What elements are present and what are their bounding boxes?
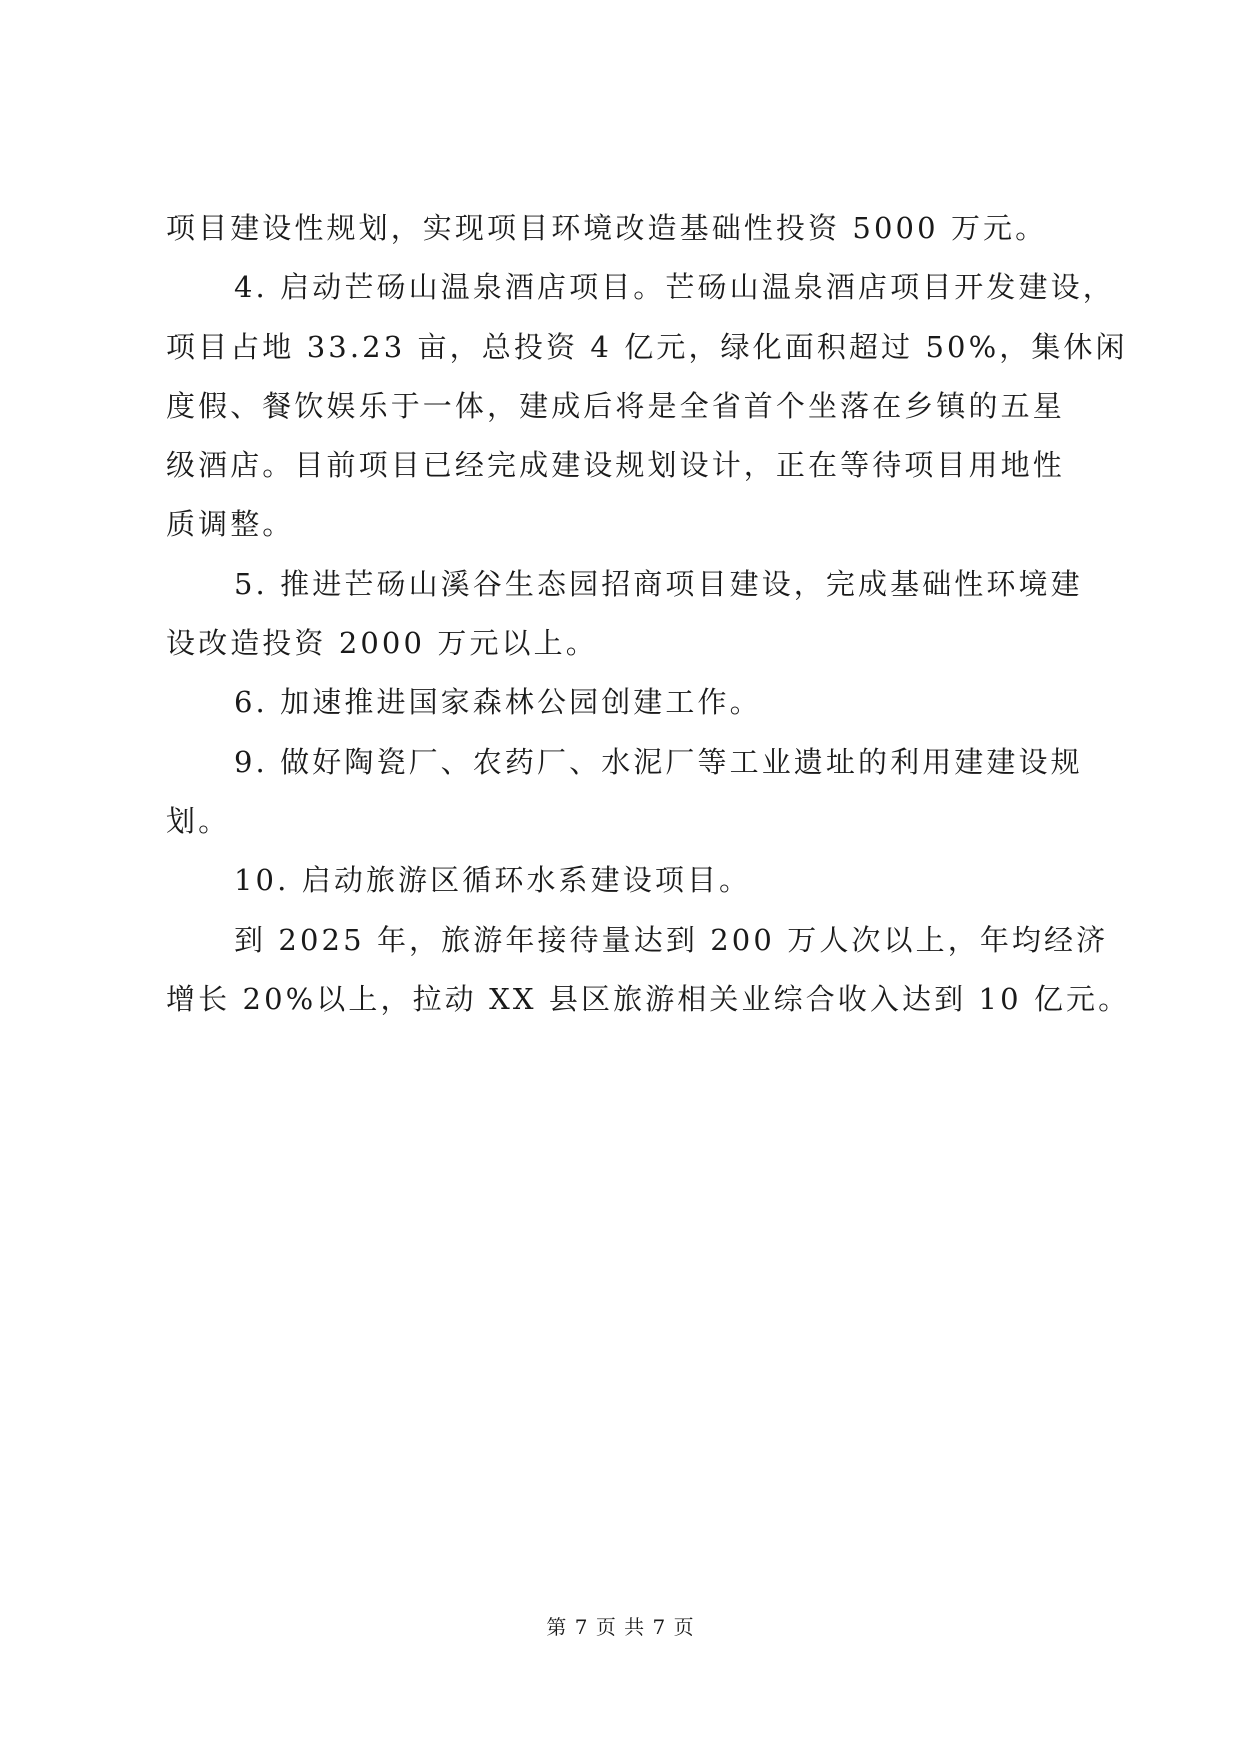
- text-line: 设改造投资 2000 万元以上。: [166, 626, 598, 661]
- text-line: 划。: [166, 803, 231, 838]
- text-line: 项目建设性规划，实现项目环境改造基础性投资 5000 万元。: [166, 211, 1048, 245]
- text-line: 到 2025 年，旅游年接待量达到 200 万人次以上，年均经济: [234, 922, 1109, 957]
- text-line: 度假、餐饮娱乐于一体，建成后将是全省首个坐落在乡镇的五星: [166, 388, 1065, 423]
- text-line: 9. 做好陶瓷厂、农药厂、水泥厂等工业遗址的利用建建设规: [234, 744, 1083, 779]
- text-line: 5. 推进芒砀山溪谷生态园招商项目建设，完成基础性环境建: [234, 566, 1083, 601]
- document-body: [166, 199, 1131, 1029]
- text-line: 增长 20%以上，拉动 XX 县区旅游相关业综合收入达到 10 亿元。: [166, 981, 1131, 1016]
- text-line: 质调整。: [166, 507, 295, 542]
- text-line: 项目占地 33.23 亩，总投资 4 亿元，绿化面积超过 50%，集休闲: [166, 329, 1128, 364]
- text-line: 级酒店。目前项目已经完成建设规划设计，正在等待项目用地性: [166, 448, 1065, 483]
- page-number-footer: 第 7 页 共 7 页: [546, 1615, 695, 1639]
- text-line: 6. 加速推进国家森林公园创建工作。: [234, 685, 762, 720]
- text-line: 10. 启动旅游区循环水系建设项目。: [234, 863, 752, 898]
- text-line: 4. 启动芒砀山温泉酒店项目。芒砀山温泉酒店项目开发建设，: [234, 270, 1115, 305]
